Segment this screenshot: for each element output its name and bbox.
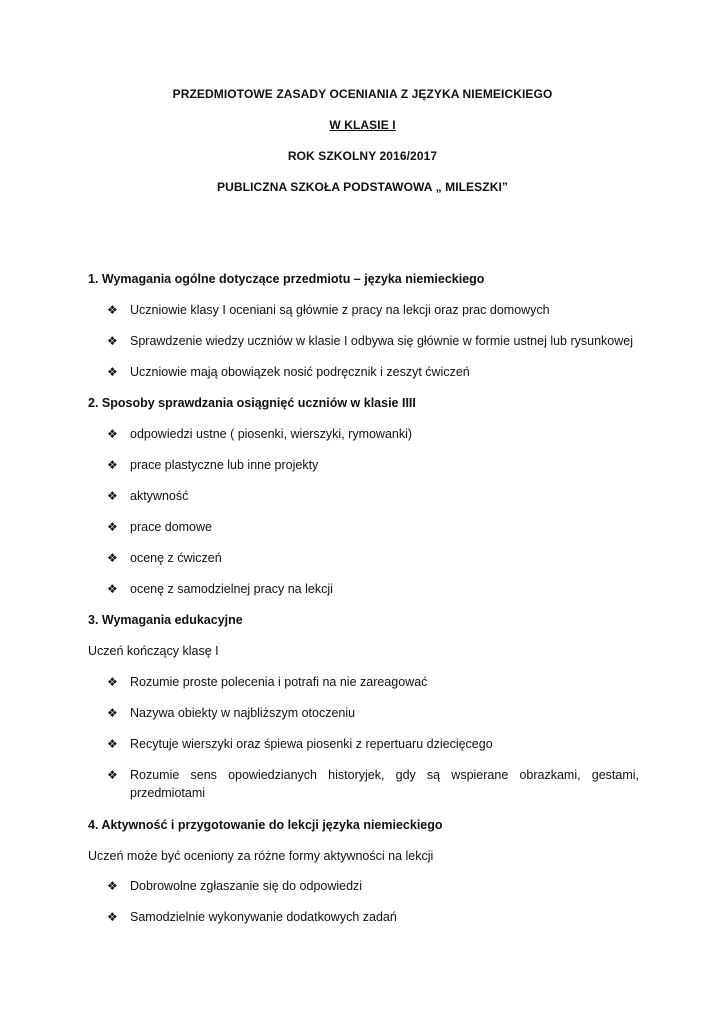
- diamond-bullet-icon: ❖: [107, 768, 118, 782]
- list-item: ❖ Nazywa obiekty w najbliższym otoczeniu: [107, 706, 356, 720]
- section-4-intro: Uczeń może być oceniony za różne formy aktywności na lekcji: [88, 849, 434, 863]
- diamond-bullet-icon: ❖: [107, 910, 118, 924]
- diamond-bullet-icon: ❖: [107, 334, 118, 348]
- diamond-bullet-icon: ❖: [107, 582, 118, 596]
- list-item: ❖ Sprawdzenie wiedzy uczniów w klasie I odbywa się głównie w formie ustnej lub rysunkowej: [107, 334, 634, 348]
- document-school-name: PUBLICZNA SZKOŁA PODSTAWOWA „ MILESZKI”: [217, 180, 508, 194]
- list-item: ❖ prace plastyczne lub inne projekty: [107, 458, 319, 472]
- list-item: ❖ ocenę z samodzielnej pracy na lekcji: [107, 582, 333, 596]
- diamond-bullet-icon: ❖: [107, 303, 118, 317]
- list-item: ❖ aktywność: [107, 489, 189, 503]
- list-item: ❖ Rozumie proste polecenia i potrafi na nie zareagować: [107, 675, 428, 689]
- list-item: ❖ Uczniowie klasy I oceniani są głównie z pracy na lekcji oraz prac domowych: [107, 303, 550, 317]
- list-item: ❖ odpowiedzi ustne ( piosenki, wierszyki, rymowanki): [107, 427, 413, 441]
- document-class: [0, 118, 725, 132]
- diamond-bullet-icon: ❖: [107, 737, 118, 751]
- list-item: ❖ Dobrowolne zgłaszanie się do odpowiedzi: [107, 879, 363, 893]
- list-item: ❖ Uczniowie mają obowiązek nosić podręcznik i zeszyt ćwiczeń: [107, 365, 470, 379]
- diamond-bullet-icon: ❖: [107, 365, 118, 379]
- diamond-bullet-icon: ❖: [107, 489, 118, 503]
- section-1-heading: 1. Wymagania ogólne dotyczące przedmiotu – języka niemieckiego: [88, 272, 485, 286]
- list-item: ❖ prace domowe: [107, 520, 212, 534]
- section-4-heading: 4. Aktywność i przygotowanie do lekcji języka niemieckiego: [88, 818, 443, 832]
- diamond-bullet-icon: ❖: [107, 675, 118, 689]
- section-2-heading: 2. Sposoby sprawdzania osiągnięć uczniów w klasie IIII: [88, 396, 416, 410]
- diamond-bullet-icon: ❖: [107, 458, 118, 472]
- class-label: W KLASIE I: [329, 118, 396, 132]
- list-item: ❖ Recytuje wierszyki oraz śpiewa piosenki z repertuaru dziecięcego: [107, 737, 493, 751]
- section-3-intro: Uczeń kończący klasę I: [88, 644, 219, 658]
- section-3-heading: 3. Wymagania edukacyjne: [88, 613, 243, 627]
- diamond-bullet-icon: ❖: [107, 551, 118, 565]
- list-item: ❖ Samodzielnie wykonywanie dodatkowych zadań: [107, 910, 397, 924]
- list-item: ❖ ocenę z ćwiczeń: [107, 551, 222, 565]
- document-school-year: ROK SZKOLNY 2016/2017: [287, 149, 438, 163]
- list-item: ❖ Rozumie sens opowiedzianych historyjek, gdy są wspierane obrazkami, gestami, przedmiotami: [107, 768, 639, 800]
- diamond-bullet-icon: ❖: [107, 520, 118, 534]
- diamond-bullet-icon: ❖: [107, 427, 118, 441]
- diamond-bullet-icon: ❖: [107, 706, 118, 720]
- diamond-bullet-icon: ❖: [107, 879, 118, 893]
- document-title: PRZEDMIOTOWE ZASADY OCENIANIA Z JĘZYKA NIEMEICKIEGO: [172, 87, 553, 101]
